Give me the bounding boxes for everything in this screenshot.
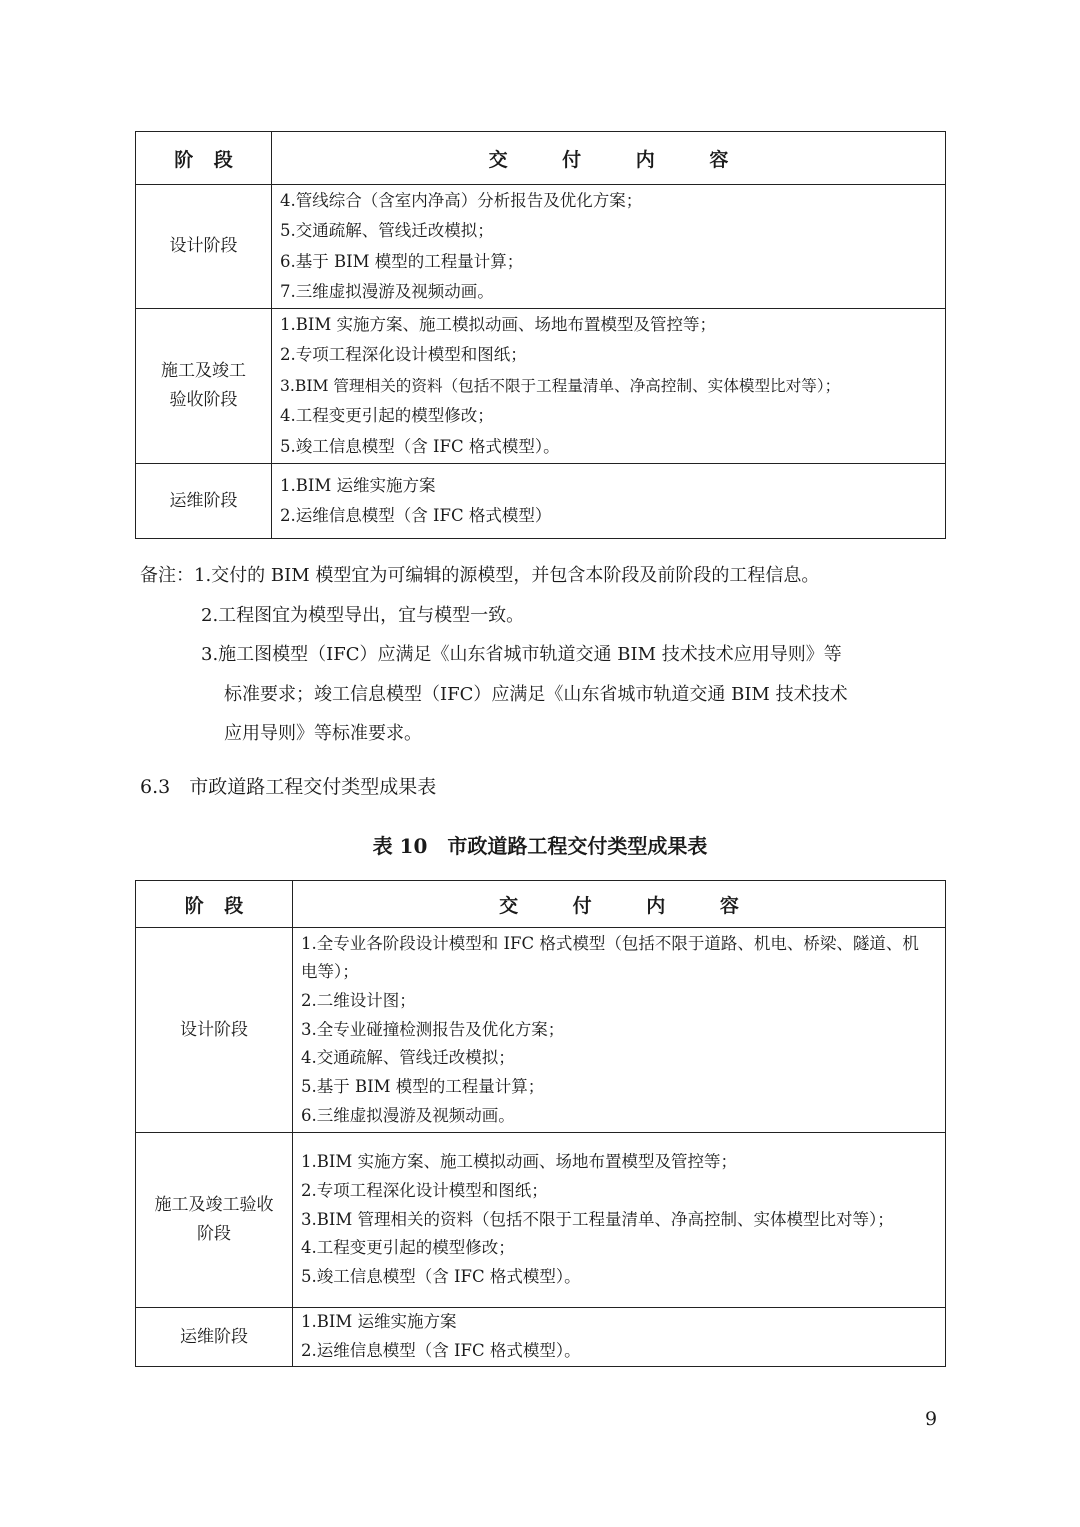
table-row: [136, 1308, 946, 1367]
note-line: 2.工程图宜为模型导出，宜与模型一致。: [201, 604, 525, 626]
table-header-row: [136, 132, 946, 185]
list-item: 1.BIM 实施方案、施工模拟动画、场地布置模型及管控等；: [280, 314, 717, 334]
delivery-table-2: [135, 880, 946, 1367]
list-item: 2.专项工程深化设计模型和图纸；: [280, 345, 527, 365]
table-caption: 表 10 市政道路工程交付类型成果表: [372, 834, 708, 858]
list-item: 5.竣工信息模型（含 IFC 格式模型）。: [280, 436, 560, 456]
list-item: 1.全专业各阶段设计模型和 IFC 格式模型（包括不限于道路、机电、桥梁、隧道、机电等）；: [301, 933, 919, 982]
stage-line: 阶段: [197, 1224, 231, 1244]
list-item: 2.运维信息模型（含 IFC 格式模型）。: [301, 1341, 581, 1360]
note-line: 标准要求；竣工信息模型（IFC）应满足《山东省城市轨道交通 BIM 技术技术: [224, 683, 848, 705]
content-cell: [293, 1133, 946, 1308]
table-row: [136, 464, 946, 539]
list-item: 4.工程变更引起的模型修改；: [280, 406, 494, 426]
delivery-table-1: [135, 131, 946, 539]
stage-cell: 运维阶段: [136, 1308, 293, 1367]
content-cell: [293, 928, 946, 1133]
header-stage: 阶 段: [136, 132, 272, 185]
list-item: 4.工程变更引起的模型修改；: [301, 1238, 515, 1258]
header-content: 交 付 内 容: [272, 132, 946, 185]
note-line: 应用导则》等标准要求。: [224, 723, 422, 744]
list-item: 1.BIM 运维实施方案: [301, 1312, 457, 1332]
list-item: 3.BIM 管理相关的资料（包括不限于工程量清单、净高控制、实体模型比对等）；: [301, 1209, 894, 1229]
stage-cell: 设计阶段: [136, 928, 293, 1133]
table-header-row: [136, 881, 946, 928]
list-item: 1.BIM 运维实施方案: [280, 475, 436, 495]
table-row: [136, 185, 946, 309]
table-row: [136, 309, 946, 464]
list-item: 7.三维虚拟漫游及视频动画。: [280, 282, 494, 301]
note-line: 备注：1.交付的 BIM 模型宜为可编辑的源模型，并包含本阶段及前阶段的工程信息。: [140, 565, 820, 586]
list-item: 5.交通疏解、管线迁改模拟；: [280, 221, 494, 240]
stage-line: 验收阶段: [169, 390, 238, 410]
list-item: 6.三维虚拟漫游及视频动画。: [301, 1105, 515, 1125]
list-item: 5.基于 BIM 模型的工程量计算；: [301, 1077, 545, 1097]
header-stage: 阶 段: [136, 881, 293, 928]
content-cell: [272, 185, 946, 309]
content-cell: [272, 464, 946, 539]
list-item: 3.全专业碰撞检测报告及优化方案；: [301, 1019, 565, 1039]
list-item: 2.二维设计图；: [301, 990, 416, 1010]
stage-line: 施工及竣工: [161, 361, 246, 381]
stage-line: 施工及竣工验收: [154, 1195, 274, 1215]
section-heading: 6.3 市政道路工程交付类型成果表: [140, 776, 437, 798]
list-item: 1.BIM 实施方案、施工模拟动画、场地布置模型及管控等；: [301, 1152, 738, 1172]
stage-cell: [136, 1133, 293, 1308]
header-content: 交 付 内 容: [293, 881, 946, 928]
content-cell: [272, 309, 946, 464]
table-row: [136, 928, 946, 1133]
table-row: [136, 1133, 946, 1308]
list-item: 3.BIM 管理相关的资料（包括不限于工程量清单、净高控制、实体模型比对等）；: [280, 376, 841, 395]
notes-block: [140, 556, 940, 754]
list-item: 2.运维信息模型（含 IFC 格式模型）: [280, 506, 552, 525]
content-cell: [293, 1308, 946, 1367]
list-item: 6.基于 BIM 模型的工程量计算；: [280, 251, 524, 271]
stage-cell: 设计阶段: [136, 185, 272, 309]
list-item: 2.专项工程深化设计模型和图纸；: [301, 1180, 548, 1200]
list-item: 5.竣工信息模型（含 IFC 格式模型）。: [301, 1267, 581, 1287]
list-item: 4.管线综合（含室内净高）分析报告及优化方案；: [280, 190, 643, 210]
stage-cell: 运维阶段: [136, 464, 272, 539]
stage-cell: [136, 309, 272, 464]
note-line: 3.施工图模型（IFC）应满足《山东省城市轨道交通 BIM 技术技术应用导则》等: [201, 644, 842, 665]
list-item: 4.交通疏解、管线迁改模拟；: [301, 1048, 515, 1068]
page-number: 9: [925, 1408, 938, 1430]
